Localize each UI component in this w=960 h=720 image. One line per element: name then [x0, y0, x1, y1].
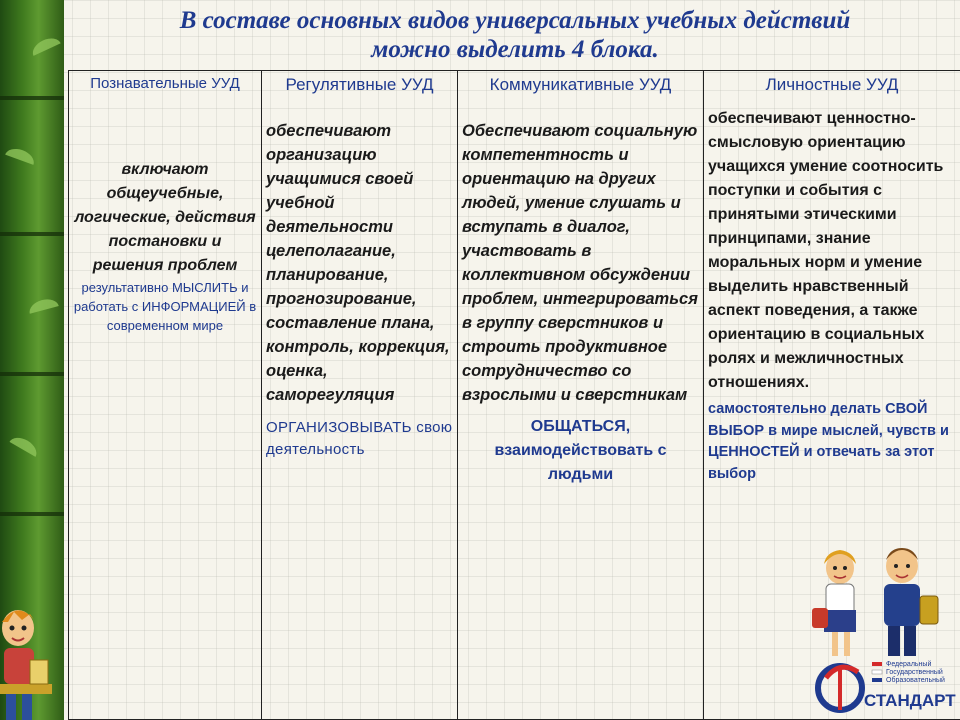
communicative-uud-cell: [458, 71, 704, 720]
communicative-uud-description: Обеспечивают социальную компетентность и ориентацию на других людей, умение слушать и вступать в диалог, участвовать в коллективном обсуждении проблем, интегрироваться в группу сверстников и строить продуктивное сотрудничество со взрослыми и сверстникам: [462, 122, 698, 404]
cognitive-uud-cell: [69, 71, 262, 720]
logo-line2: Государственный: [886, 669, 943, 676]
fgos-logo-with-students-image: [810, 540, 960, 720]
personal-uud-description: обеспечивают ценностно-смысловую ориентацию учащихся умение соотносить поступки и события с принятыми этическими принципами, знание моральных норм и умение выделить нравственный аспект поведения, а также ориентацию в социальных ролях и межличностных отношениях.: [708, 110, 944, 391]
cognitive-uud-header: Познавательные УУД: [90, 75, 240, 92]
logo-line1: Федеральный: [886, 661, 932, 668]
regulatory-uud-goal: ОРГАНИЗОВЫВАТЬ свою деятельность: [266, 419, 453, 458]
slide-title-line1: В составе основных видов универсальных учебных действий: [179, 7, 851, 34]
personal-uud-header: Личностные УУД: [765, 75, 899, 94]
cognitive-uud-goal: результативно МЫСЛИТЬ и работать с ИНФОРМАЦИЕЙ в современном мире: [73, 280, 257, 333]
regulatory-uud-cell: [262, 71, 458, 720]
slide-title-line2: можно выделить 4 блока.: [371, 36, 659, 63]
communicative-uud-goal: ОБЩАТЬСЯ, взаимодействовать с людьми: [494, 418, 667, 483]
regulatory-uud-header: Регулятивные УУД: [285, 75, 434, 94]
personal-uud-goal: самостоятельно делать СВОЙ ВЫБОР в мире мыслей, чувств и ЦЕННОСТЕЙ и отвечать за этот выбор: [708, 401, 949, 482]
slide-title: [70, 6, 960, 64]
cognitive-uud-description: включают общеучебные, логические, действия постановки и решения проблем: [74, 161, 256, 274]
regulatory-uud-description: обеспечивают организацию учащимися своей учебной деятельности целеполагание, планирование, прогнозирование, составление плана, контроль, коррекция, оценка, саморегуляция: [266, 122, 450, 404]
logo-brand: СТАНДАРТ: [864, 691, 956, 710]
logo-line3: Образовательный: [886, 677, 945, 684]
cartoon-student-left-image: [0, 600, 52, 720]
communicative-uud-header: Коммуникативные УУД: [489, 75, 672, 94]
